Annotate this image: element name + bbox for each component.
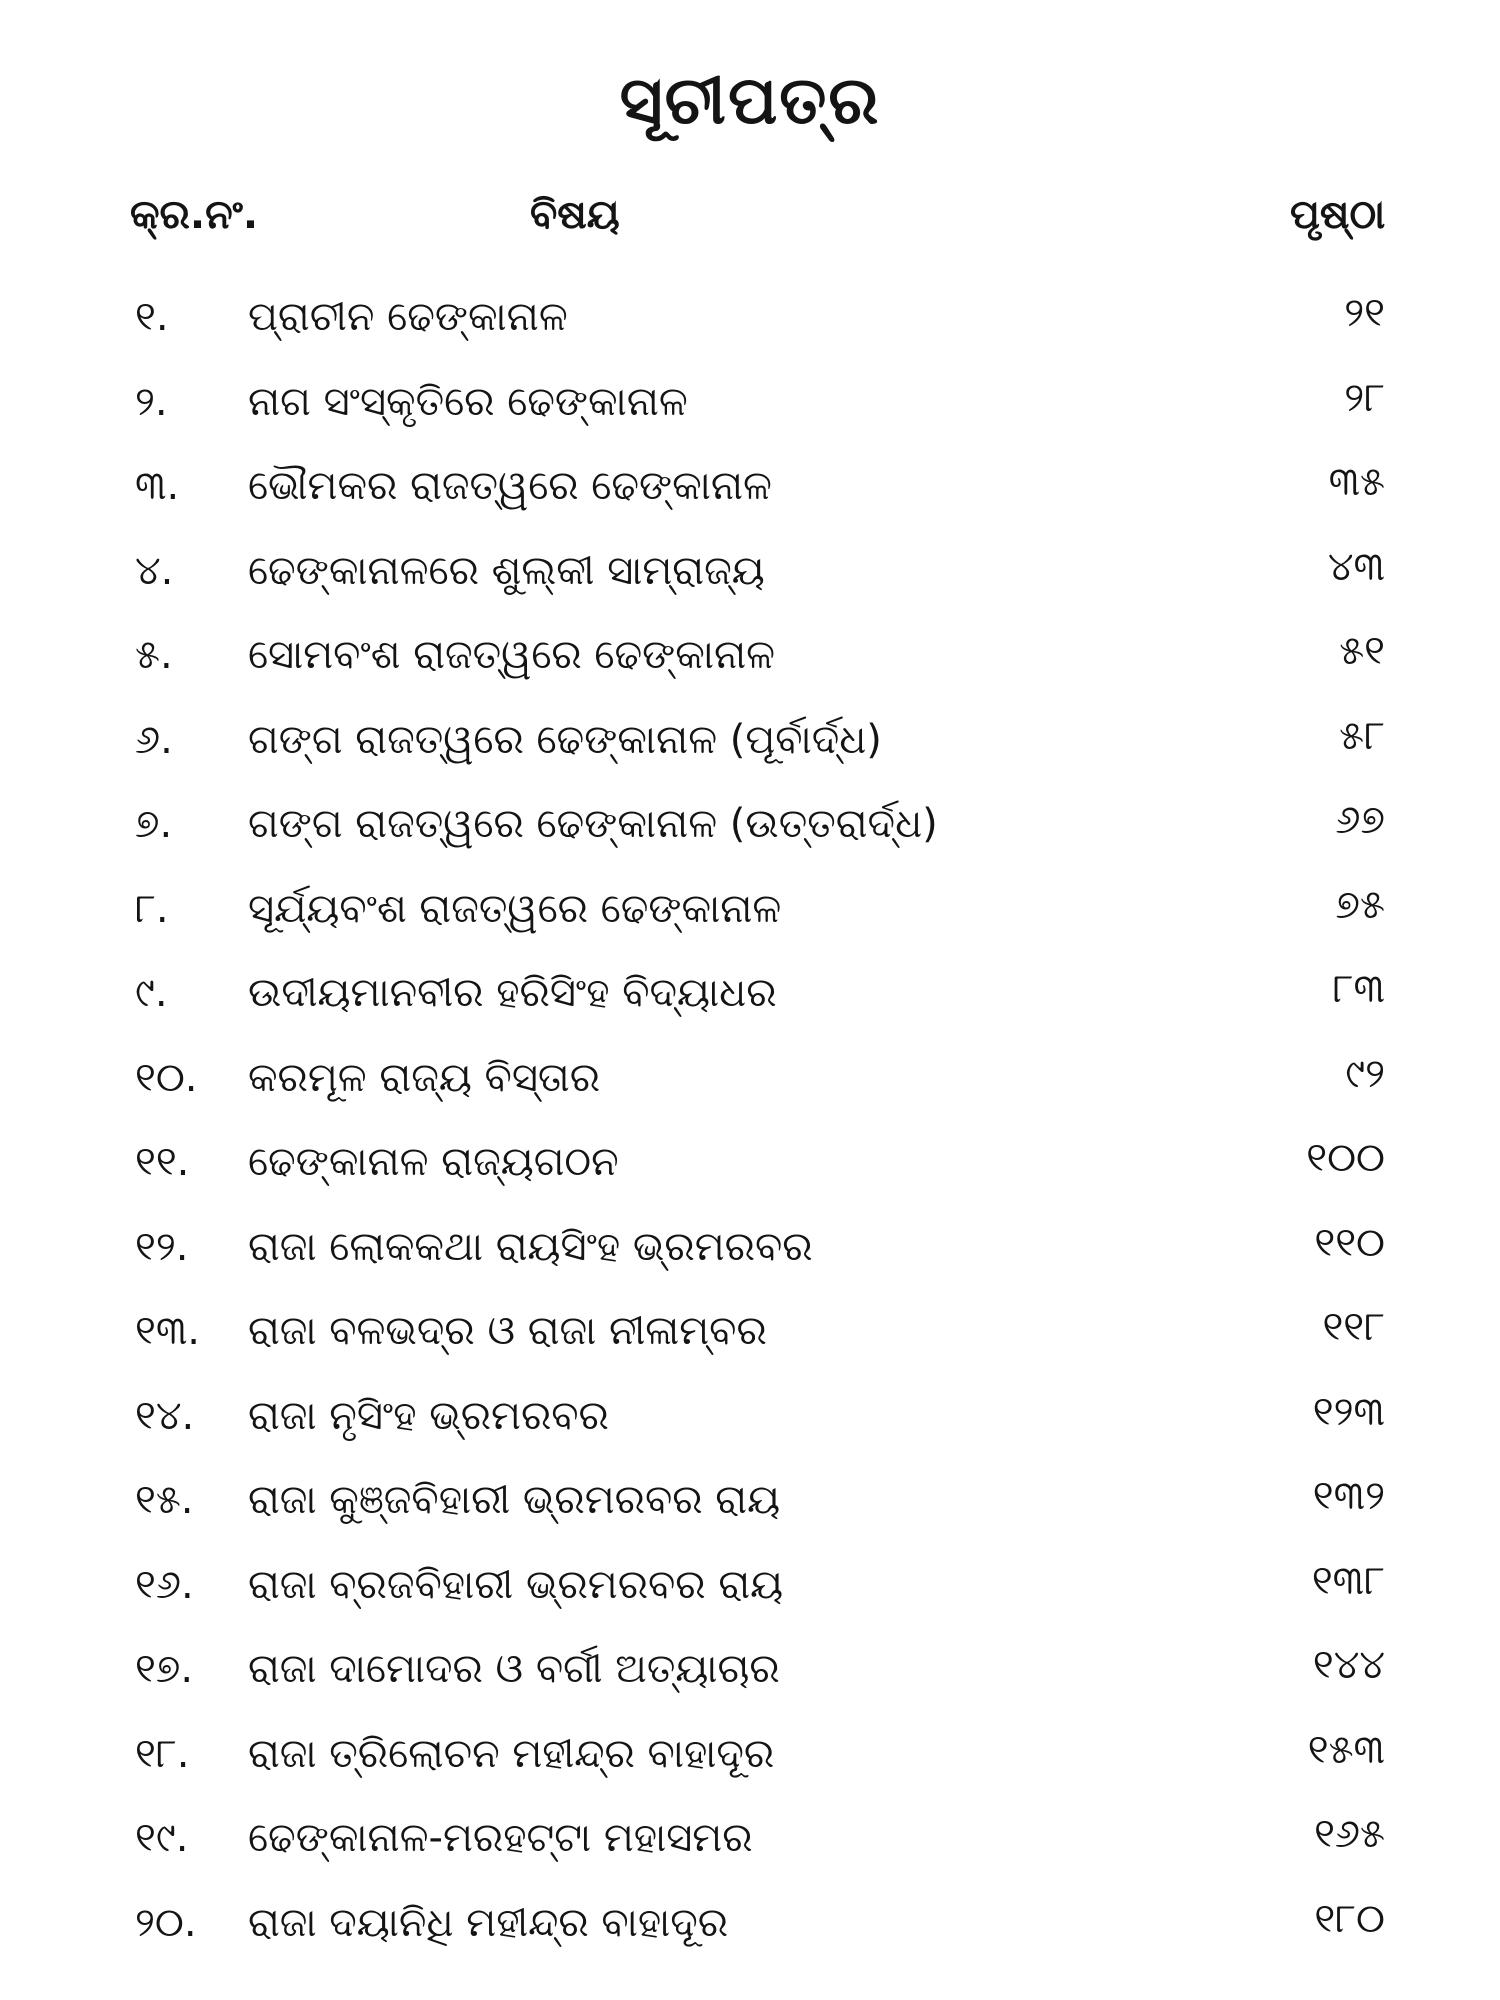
entry-number: ୪. bbox=[135, 547, 174, 594]
entry-page: ୪୩ bbox=[1327, 543, 1385, 590]
entry-page: ୫୧ bbox=[1339, 628, 1385, 674]
entry-page: ୨୮ bbox=[1344, 374, 1385, 421]
entry-number: ୬. bbox=[135, 716, 173, 763]
entry-page: ୧୦୦ bbox=[1306, 1135, 1385, 1181]
header-topic: ବିଷୟ bbox=[530, 192, 620, 238]
toc-entry bbox=[0, 1385, 1500, 1470]
entry-topic: ଭୌମକର ରାଜତ୍ୱରେ ଢେଙ୍କାନାଳ bbox=[248, 463, 772, 509]
entry-page: ୧୧୦ bbox=[1314, 1219, 1385, 1266]
entry-number: ୩. bbox=[135, 463, 180, 509]
toc-entry bbox=[0, 962, 1500, 1047]
entry-topic: ରାଜା ନୃସିଂହ ଭ୍ରମରବର bbox=[248, 1392, 609, 1439]
entry-number: ୧୨. bbox=[135, 1223, 189, 1270]
toc-entry bbox=[0, 371, 1500, 456]
toc-entry bbox=[0, 540, 1500, 625]
entry-page: ୯୨ bbox=[1345, 1050, 1385, 1097]
toc-entry bbox=[0, 1216, 1500, 1301]
entry-topic: ସୂର୍ଯ୍ୟବଂଶ ରାଜତ୍ୱରେ ଢେଙ୍କାନାଳ bbox=[248, 885, 782, 932]
entry-number: ୧୪. bbox=[135, 1392, 195, 1439]
entry-topic: ରାଜା ଦୟାନିଧି ମହୀନ୍ଦ୍ର ବାହାଦୂର bbox=[248, 1899, 729, 1946]
entry-number: ୧୭. bbox=[135, 1646, 194, 1692]
entry-page: ୭୫ bbox=[1335, 881, 1385, 928]
header-number: କ୍ର.ନଂ. bbox=[130, 192, 259, 238]
entry-number: ୧୧. bbox=[135, 1139, 190, 1185]
entry-number: ୧୮. bbox=[135, 1730, 190, 1777]
toc-entry bbox=[0, 1469, 1500, 1554]
entry-topic: ରାଜା ଦାମୋଦର ଓ ବର୍ଗୀ ଅତ୍ୟାଚାର bbox=[248, 1646, 780, 1692]
toc-entry bbox=[0, 1892, 1500, 1977]
toc-entry bbox=[0, 709, 1500, 794]
entry-topic: ସୋମବଂଶ ରାଜତ୍ୱରେ ଢେଙ୍କାନାଳ bbox=[248, 632, 775, 678]
entry-page: ୧୩୮ bbox=[1311, 1557, 1385, 1604]
entry-topic: ପ୍ରାଚୀନ ଢେଙ୍କାନାଳ bbox=[248, 294, 568, 340]
entry-topic: ଢେଙ୍କାନାଳ ରାଜ୍ୟଗଠନ bbox=[248, 1139, 619, 1185]
entry-page: ୮୩ bbox=[1332, 966, 1385, 1012]
toc-entry bbox=[0, 1131, 1500, 1216]
entry-page: ୬୭ bbox=[1335, 797, 1385, 843]
entry-number: ୧୬. bbox=[135, 1561, 194, 1608]
entry-topic: ନାଗ ସଂସ୍କୃତିରେ ଢେଙ୍କାନାଳ bbox=[248, 378, 688, 425]
entry-topic: ଢେଙ୍କାନାଳ-ମରହଟ୍ଟା ମହାସମର bbox=[248, 1815, 753, 1861]
entry-topic: ରାଜା ବ୍ରଜବିହାରୀ ଭ୍ରମରବର ରାୟ bbox=[248, 1561, 784, 1608]
entry-topic: ରାଜା କୁଞ୍ଜବିହାରୀ ଭ୍ରମରବର ରାୟ bbox=[248, 1477, 781, 1523]
toc-header bbox=[0, 192, 1500, 252]
toc-entry bbox=[0, 1723, 1500, 1808]
toc-entry bbox=[0, 1807, 1500, 1892]
entry-number: ୧୯. bbox=[135, 1815, 189, 1861]
entry-number: ୨. bbox=[135, 378, 168, 425]
toc-entry bbox=[0, 286, 1500, 371]
page-title: ସୂଚୀପତ୍ର bbox=[619, 62, 881, 139]
entry-page: ୧୮୦ bbox=[1314, 1895, 1385, 1942]
toc-entry bbox=[0, 624, 1500, 709]
toc-entry bbox=[0, 793, 1500, 878]
entry-number: ୨୦. bbox=[135, 1899, 197, 1946]
entry-number: ୮. bbox=[135, 885, 169, 932]
entry-number: ୧୦. bbox=[135, 1054, 198, 1101]
toc-entry bbox=[0, 878, 1500, 963]
entry-number: ୧୫. bbox=[135, 1477, 194, 1523]
entry-page: ୨୧ bbox=[1344, 290, 1385, 336]
entry-number: ୫. bbox=[135, 632, 173, 678]
toc-list bbox=[0, 286, 1500, 1976]
header-page: ପୃଷ୍ଠା bbox=[1290, 192, 1386, 238]
toc-entry bbox=[0, 1638, 1500, 1723]
entry-number: ୯. bbox=[135, 970, 168, 1016]
entry-page: ୧୬୫ bbox=[1314, 1811, 1385, 1857]
toc-entry bbox=[0, 1554, 1500, 1639]
toc-entry bbox=[0, 455, 1500, 540]
entry-page: ୧୩୨ bbox=[1312, 1473, 1385, 1519]
entry-topic: କରମୂଳ ରାଜ୍ୟ ବିସ୍ତାର bbox=[248, 1054, 601, 1101]
entry-topic: ଢେଙ୍କାନାଳରେ ଶୁଲ୍କୀ ସାମ୍ରାଜ୍ୟ bbox=[248, 547, 765, 594]
entry-topic: ରାଜା ତ୍ରିଲୋଚନ ମହୀନ୍ଦ୍ର ବାହାଦୂର bbox=[248, 1730, 775, 1777]
entry-topic: ଉଦୀୟମାନବୀର ହରିସିଂହ ବିଦ୍ୟାଧର bbox=[248, 970, 777, 1016]
entry-topic: ଗଙ୍ଗ ରାଜତ୍ୱରେ ଢେଙ୍କାନାଳ (ଉତ୍ତରାର୍ଦ୍ଧ) bbox=[248, 801, 938, 847]
entry-page: ୫୮ bbox=[1339, 712, 1385, 759]
entry-topic: ରାଜା ବଳଭଦ୍ର ଓ ରାଜା ନୀଳାମ୍ବର bbox=[248, 1308, 767, 1354]
entry-page: ୧୨୩ bbox=[1312, 1388, 1385, 1435]
entry-topic: ଗଙ୍ଗ ରାଜତ୍ୱରେ ଢେଙ୍କାନାଳ (ପୂର୍ବାର୍ଦ୍ଧ) bbox=[248, 716, 882, 763]
entry-number: ୭. bbox=[135, 801, 173, 847]
entry-page: ୩୫ bbox=[1328, 459, 1385, 505]
entry-page: ୧୪୪ bbox=[1312, 1642, 1385, 1688]
entry-number: ୧. bbox=[135, 294, 169, 340]
entry-page: ୧୧୮ bbox=[1322, 1304, 1385, 1350]
entry-number: ୧୩. bbox=[135, 1308, 200, 1354]
entry-topic: ରାଜା ଲୋକକଥା ରାୟସିଂହ ଭ୍ରମରବର bbox=[248, 1223, 813, 1270]
entry-page: ୧୫୩ bbox=[1307, 1726, 1385, 1773]
toc-entry bbox=[0, 1047, 1500, 1132]
toc-entry bbox=[0, 1300, 1500, 1385]
